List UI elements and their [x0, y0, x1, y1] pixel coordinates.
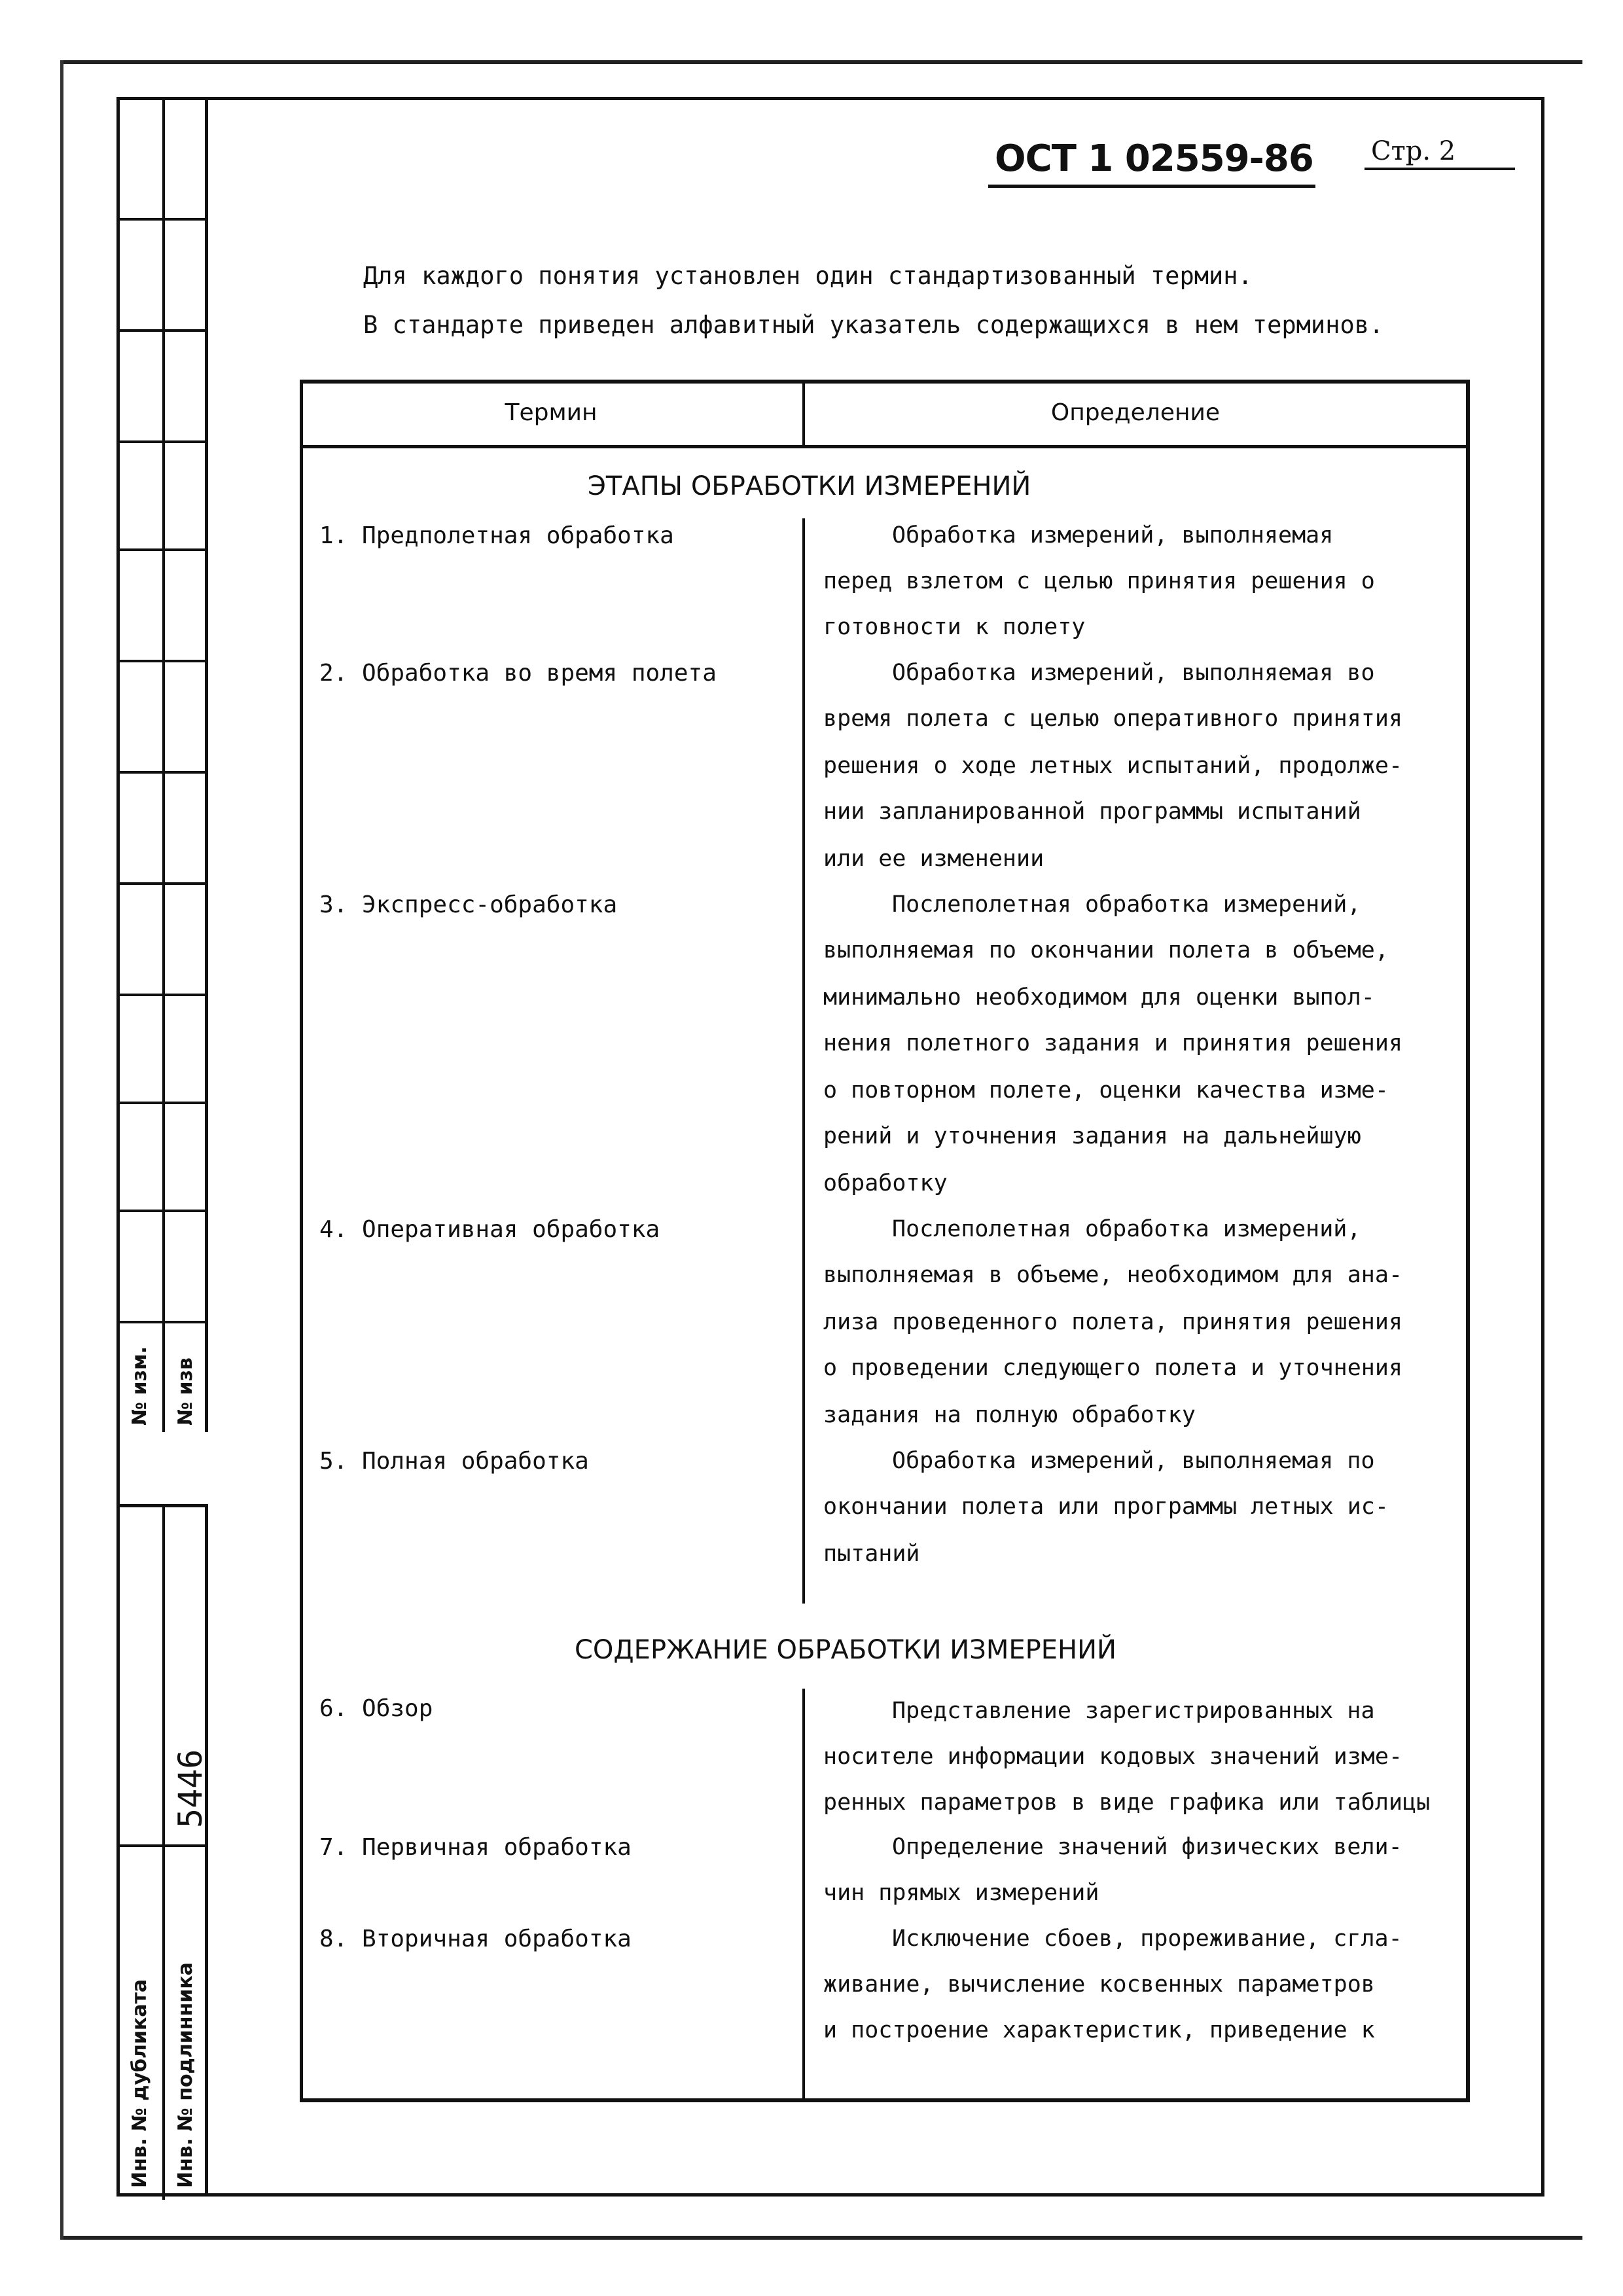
document-code: ОСТ 1 02559-86: [995, 137, 1313, 180]
term-3: 3. Экспресс-обработка: [319, 891, 618, 918]
page-number: Стр. 2: [1371, 136, 1456, 166]
scan-edge-left: [60, 60, 63, 2240]
margin-rule: [116, 440, 208, 443]
term-4: 4. Оперативная обработка: [319, 1216, 660, 1243]
definition-line: окончании полета или программы летных ис-: [823, 1494, 1389, 1520]
definition-line: задания на полную обработку: [823, 1402, 1196, 1428]
definition-line: и построение характеристик, приведение к: [823, 2017, 1375, 2043]
definition-line: Обработка измерений, выполняемая по: [892, 1448, 1375, 1474]
definition-line: перед взлетом с целью принятия решения о: [823, 568, 1375, 594]
definition-line: Определение значений физических вели-: [892, 1834, 1402, 1860]
definition-line: готовности к полету: [823, 614, 1086, 640]
margin-rule: [116, 771, 208, 774]
orig-inv-value: 5446: [171, 1749, 209, 1828]
margin-rule: [116, 218, 208, 221]
definition-line: обработку: [823, 1170, 948, 1196]
definition-line: минимально необходимом для оценки выпол-: [823, 984, 1375, 1011]
margin-strip-upper: [116, 97, 208, 1432]
column-header-definition: Определение: [1050, 399, 1221, 426]
section-title: СОДЕРЖАНИЕ ОБРАБОТКИ ИЗМЕРЕНИЙ: [575, 1635, 1116, 1665]
definition-line: носителе информации кодовых значений изме-: [823, 1744, 1403, 1770]
column-divider: [802, 518, 805, 1604]
definition-line: живание, вычисление косвенных параметров: [823, 1971, 1375, 1998]
scan-edge-top: [60, 60, 1582, 64]
definition-line: Послеполетная обработка измерений,: [892, 891, 1361, 918]
document-code-underline: [988, 185, 1315, 188]
term-8: 8. Вторичная обработка: [319, 1926, 632, 1952]
margin-divider: [162, 97, 165, 1432]
definition-line: нения полетного задания и принятия решения: [823, 1030, 1403, 1056]
term-7: 7. Первичная обработка: [319, 1834, 632, 1861]
definition-line: ренных параметров в виде графика или таблицы: [823, 1789, 1431, 1816]
terms-table: [300, 380, 1470, 2102]
definition-line: Представление зарегистрированных на: [892, 1698, 1375, 1724]
table-header-rule: [300, 445, 1470, 448]
term-2: 2. Обработка во время полета: [319, 660, 717, 687]
term-6: 6. Обзор: [319, 1695, 433, 1722]
intro-line-1: Для каждого понятия установлен один стандартизованный термин.: [363, 262, 1253, 290]
margin-rule: [116, 1210, 208, 1212]
table-border-right: [1466, 380, 1470, 2102]
page-number-underline: [1364, 168, 1515, 170]
margin-rule: [116, 329, 208, 332]
intro-line-2: В стандарте приведен алфавитный указатель содержащихся в нем терминов.: [363, 311, 1384, 339]
definition-line: лиза проведенного полета, принятия решения: [823, 1309, 1403, 1335]
definition-line: выполняемая по окончании полета в объеме,: [823, 937, 1389, 963]
table-border-bottom: [300, 2098, 1470, 2102]
margin-rule: [116, 1321, 208, 1323]
margin-strip: [116, 97, 208, 2197]
margin-rule: [116, 1844, 208, 1847]
definition-line: чин прямых измерений: [823, 1880, 1099, 1906]
definition-line: о проведении следующего полета и уточнения: [823, 1355, 1403, 1381]
definition-line: рений и уточнения задания на дальнейшую: [823, 1123, 1361, 1149]
margin-rule: [116, 548, 208, 551]
section-title: ЭТАПЫ ОБРАБОТКИ ИЗМЕРЕНИЙ: [588, 471, 1031, 501]
definition-line: Послеполетная обработка измерений,: [892, 1216, 1361, 1242]
definition-line: решения о ходе летных испытаний, продолже-: [823, 753, 1403, 779]
margin-divider: [162, 1507, 165, 2200]
table-border-top: [300, 380, 1470, 384]
dup-inv-label: Инв. № дубликата: [128, 1979, 151, 2188]
definition-line: Исключение сбоев, прореживание, сгла-: [892, 1926, 1402, 1952]
change-no-label: № изм.: [128, 1346, 151, 1426]
definition-line: нии запланированной программы испытаний: [823, 798, 1361, 825]
table-border-left: [300, 380, 303, 2102]
scan-edge-bottom: [60, 2236, 1582, 2240]
definition-line: Обработка измерений, выполняемая: [892, 522, 1334, 548]
notice-no-label: № изв: [174, 1357, 197, 1426]
column-header-term: Термин: [505, 399, 597, 426]
column-divider: [802, 1689, 805, 2102]
definition-line: пытаний: [823, 1541, 920, 1567]
margin-rule: [116, 882, 208, 885]
margin-rule: [116, 660, 208, 662]
term-1: 1. Предполетная обработка: [319, 522, 674, 549]
definition-line: время полета с целью оперативного принятия: [823, 706, 1403, 732]
definition-line: Обработка измерений, выполняемая во: [892, 660, 1375, 686]
margin-rule: [116, 994, 208, 996]
definition-line: о повторном полете, оценки качества изме-: [823, 1077, 1389, 1103]
margin-rule: [116, 1102, 208, 1104]
margin-strip-lower: [116, 1504, 208, 2197]
orig-inv-label: Инв. № подлинника: [174, 1962, 197, 2188]
definition-line: выполняемая в объеме, необходимом для ана-: [823, 1262, 1403, 1288]
term-5: 5. Полная обработка: [319, 1448, 589, 1475]
definition-line: или ее изменении: [823, 846, 1044, 872]
